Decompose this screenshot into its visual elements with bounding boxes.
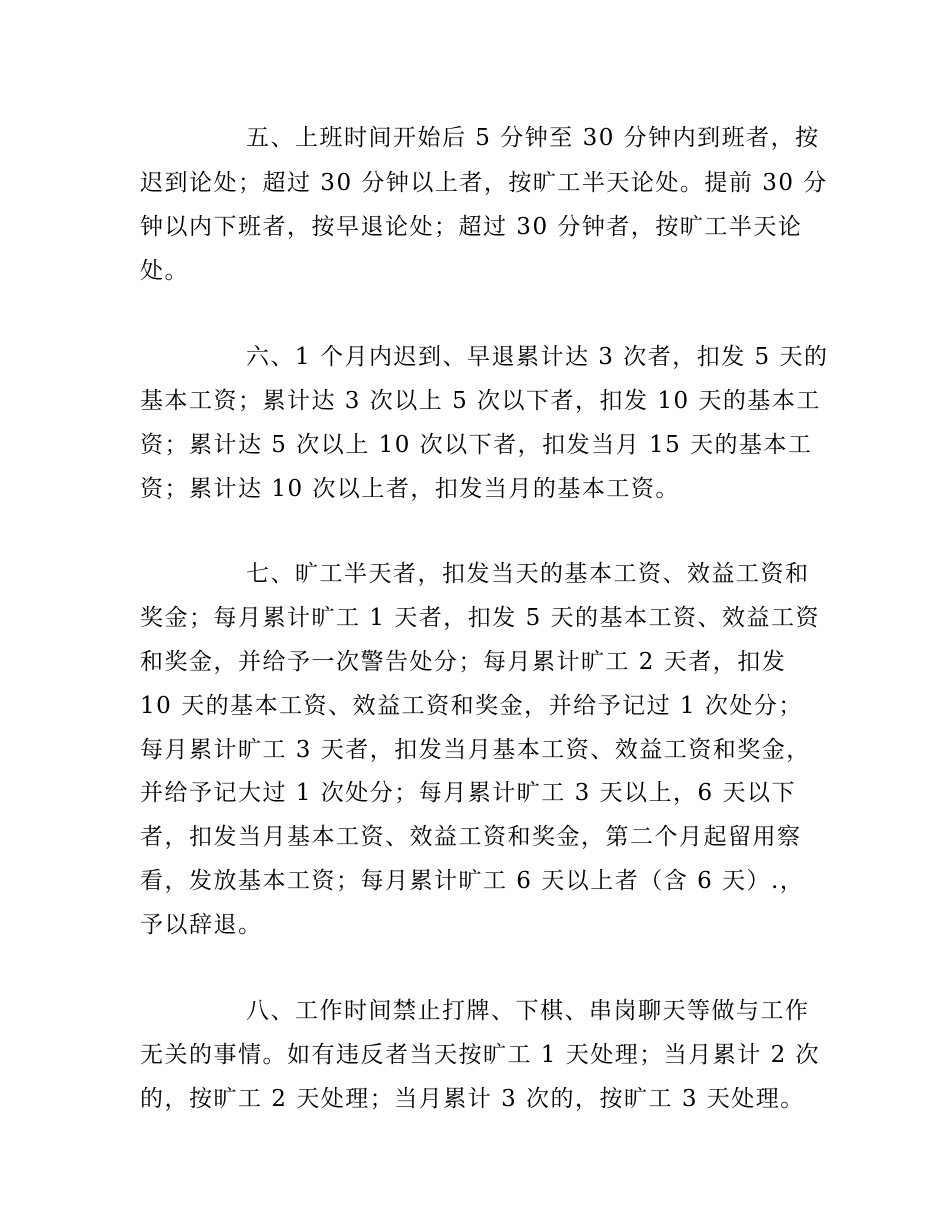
text-line: 每月累计旷工 3 天者，扣发当月基本工资、效益工资和奖金， bbox=[140, 737, 811, 763]
text-line: 处。 bbox=[140, 258, 189, 284]
text-line: 七、旷工半天者，扣发当天的基本工资、效益工资和 bbox=[246, 561, 810, 587]
text-line: 基本工资；累计达 3 次以上 5 次以下者，扣发 10 天的基本工 bbox=[140, 388, 821, 414]
text-line: 资；累计达 5 次以上 10 次以下者，扣发当月 15 天的基本工 bbox=[140, 432, 813, 458]
text-line: 钟以内下班者，按早退论处；超过 30 分钟者，按旷工半天论 bbox=[140, 214, 803, 240]
text-line: 无关的事情。如有违反者当天按旷工 1 天处理；当月累计 2 次 bbox=[140, 1042, 821, 1068]
text-line: 并给予记大过 1 次处分；每月累计旷工 3 天以上，6 天以下 bbox=[140, 780, 796, 806]
text-line: 10 天的基本工资、效益工资和奖金，并给予记过 1 次处分； bbox=[140, 693, 803, 719]
text-line: 五、上班时间开始后 5 分钟至 30 分钟内到班者，按 bbox=[246, 125, 820, 151]
text-line: 予以辞退。 bbox=[140, 912, 263, 938]
text-line: 资；累计达 10 次以上者，扣发当月的基本工资。 bbox=[140, 476, 680, 502]
text-line: 六、1 个月内迟到、早退累计达 3 次者，扣发 5 天的 bbox=[246, 344, 829, 370]
text-line: 的，按旷工 2 天处理；当月累计 3 次的，按旷工 3 天处理。 bbox=[140, 1086, 805, 1112]
text-line: 奖金；每月累计旷工 1 天者，扣发 5 天的基本工资、效益工资 bbox=[140, 605, 821, 631]
text-line: 者，扣发当月基本工资、效益工资和奖金，第二个月起留用察 bbox=[140, 824, 802, 850]
text-line: 八、工作时间禁止打牌、下棋、串岗聊天等做与工作 bbox=[246, 998, 810, 1024]
text-line: 和奖金，并给予一次警告处分；每月累计旷工 2 天者，扣发 bbox=[140, 649, 787, 675]
text-line: 看，发放基本工资；每月累计旷工 6 天以上者（含 6 天）.， bbox=[140, 868, 805, 894]
text-line: 迟到论处；超过 30 分钟以上者，按旷工半天论处。提前 30 分 bbox=[140, 170, 828, 196]
